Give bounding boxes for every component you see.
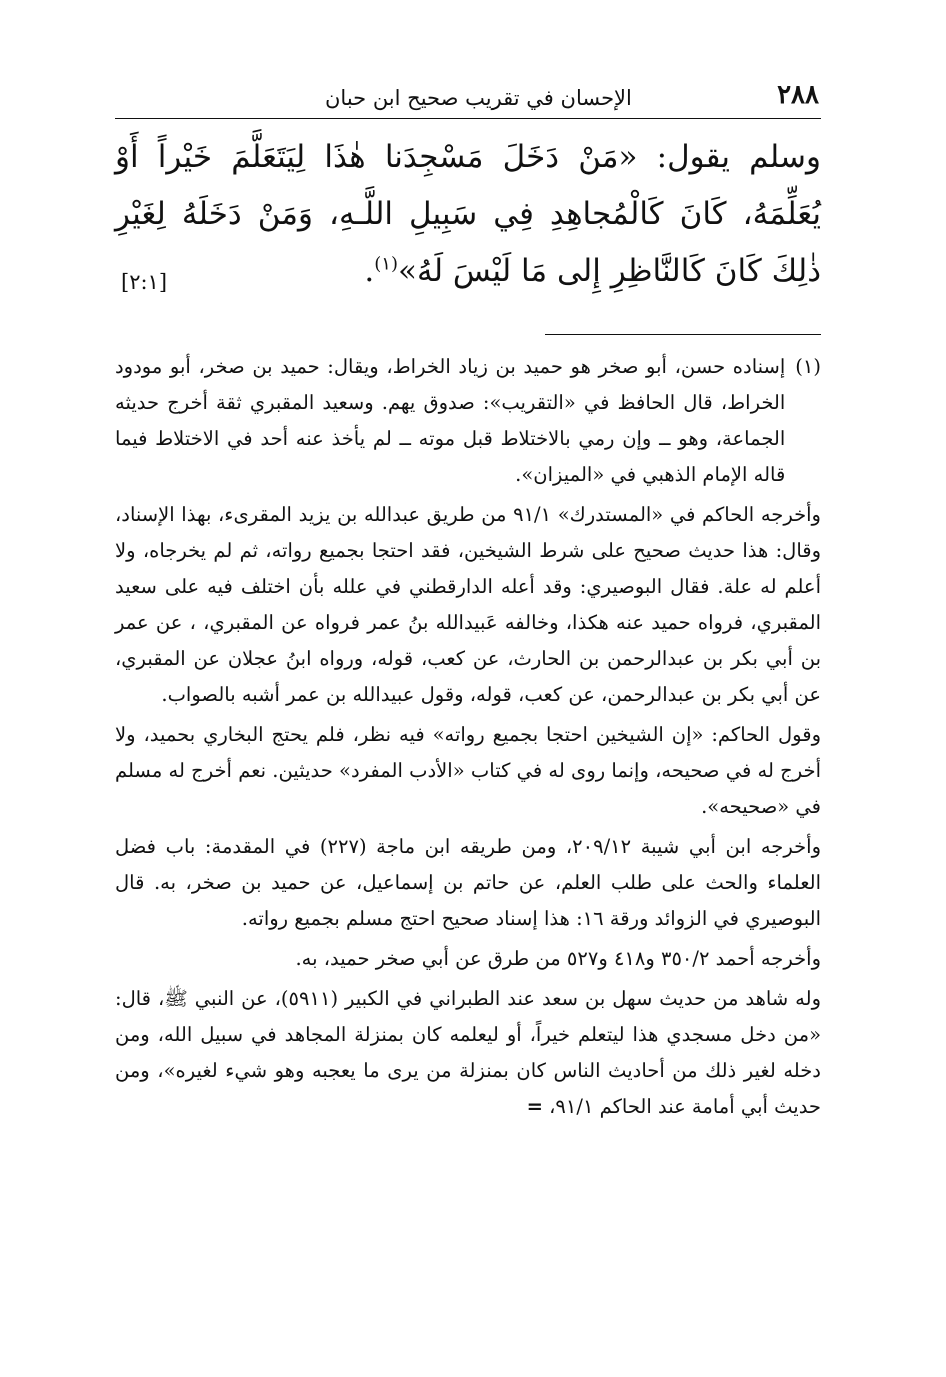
footnote-marker: (١) [795, 355, 821, 378]
footnote-separator [545, 334, 821, 335]
footnote-text: إسناده حسن، أبو صخر هو حميد بن زياد الخراط، ويقال: حميد بن صخر، أبو مودود الخراط، قال الحافظ في «التقريب»: صدوق يهم. وسعيد المقبري ثقة أخرج حديثه الجماعة، وهو ــ وإن رمي بالاختلاط قبل موته ــ لم يأخذ عنه أحد في الاختلاط فيما قاله الإمام الذهبي في «الميزان». [115, 355, 786, 486]
footnote-paragraph: وأخرجه ابن أبي شيبة ٢٠٩/١٢، ومن طريقه ابن ماجة (٢٢٧) في المقدمة: باب فضل العلماء والحث على طلب العلم، عن حاتم بن إسماعيل، عن حميد بن صخر، به. قال البوصيري في الزوائد ورقة ١٦: هذا إسناد صحيح احتج مسلم بجميع رواته. [115, 835, 822, 930]
continuation-mark: = [526, 1095, 543, 1118]
hadith-text [115, 129, 821, 300]
footnote-text: وله شاهد من حديث سهل بن سعد عند الطبراني في الكبير (٥٩١١)، عن النبي ﷺ، قال: «من دخل مسجدي هذا ليتعلم خيراً، أو ليعلمه كان بمنزلة المجاهد في سبيل الله، ومن دخله لغير ذلك من أحاديث الناس كان بمنزلة من يرى ما يعجبه وهو شيء لغيره»، ومن حديث أبي أمامة عند الحاكم ٩١/١، [115, 987, 821, 1118]
footnote-paragraph: وأخرجه أحمد ٣٥٠/٢ و٤١٨ و٥٢٧ من طرق عن أبي صخر حميد، به. [295, 947, 821, 970]
hadith-end: . [364, 253, 375, 289]
footnote-reference: (١) [374, 253, 398, 275]
book-page [115, 78, 821, 1308]
footnotes [115, 349, 821, 1125]
footnote-paragraph: وقول الحاكم: «إن الشيخين احتجا بجميع رواته» فيه نظر، فلم يحتج البخاري بحميد، ولا أخرج له في صحيحه، وإنما روى له في كتاب «الأدب المفرد» حديثين. نعم أخرج له مسلم في «صحيحه». [115, 723, 821, 818]
footnote-paragraph: وأخرجه الحاكم في «المستدرك» ٩١/١ من طريق عبدالله بن يزيد المقرىء، بهذا الإسناد، وقال: هذا حديث صحيح على شرط الشيخين، فقد احتجا بجميع رواته، ثم لم يخرجاه، ولا أعلم له علة. فقال البوصيري: وقد أعله الدارقطني في علله بأن اختلف فيه على سعيد المقبري، فرواه حميد عنه هكذا، وخالفه عَبيدالله بنُ عمر فرواه عن المقبري، ، عن عمر بن أبي بكر بن عبدالرحمن بن الحارث، عن كعب، قوله، ورواه ابنُ عجلان عن المقبري، عن أبي بكر بن عبدالرحمن، عن كعب، قوله، وقول عبيدالله بن عمر أشبه بالصواب. [115, 503, 821, 706]
footnote-paragraph [115, 981, 821, 1125]
hadith-reference-number: [٢:١] [121, 270, 168, 294]
page-header [115, 78, 821, 119]
hadith-body: وسلم يقول: «مَنْ دَخَلَ مَسْجِدَنا هٰذَا لِيَتَعَلَّمَ خَيْراً أَوْ يُعَلِّمَهُ، كَانَ كَالْمُجاهِدِ فِي سَبِيلِ اللَّـهِ، وَمَنْ دَخَلَهُ لِغَيْرِ ذٰلِكَ كَانَ كَالنَّاظِرِ إِلى مَا لَيْسَ لَهُ» [115, 139, 821, 289]
footnote-paragraph [115, 349, 821, 493]
running-title: الإحسان في تقريب صحيح ابن حبان [325, 86, 632, 110]
page-number: ٢٨٨ [777, 80, 819, 110]
